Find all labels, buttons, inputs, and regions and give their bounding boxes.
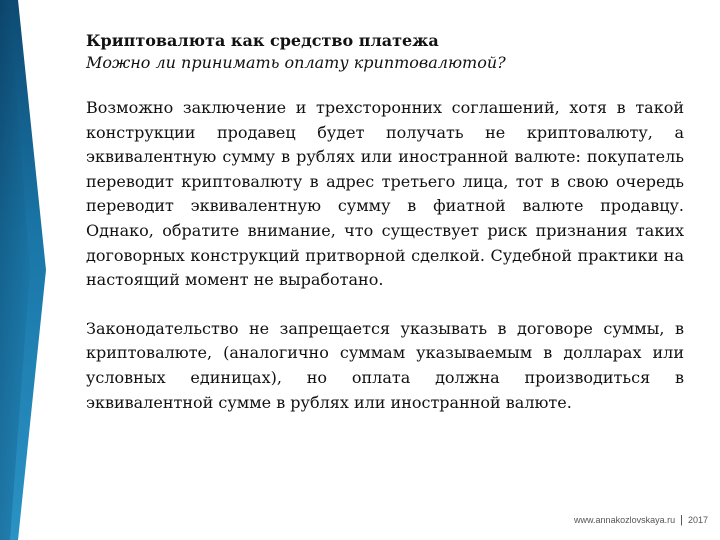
slide-title: Криптовалюта как средство платежа [86, 31, 439, 50]
footer-website: www.annakozlovskaya.ru [574, 515, 676, 525]
body-paragraph-1: Возможно заключение и трехсторонних соглашений, хотя в такой конструкции продавец будет получать не криптовалюту, а эквивалентную сумму в рублях или иностранной валюте: покупатель переводит криптовалюту в адрес третьего лица, тот в свою очередь переводит эквивалентную сумму в фиатной валюте продавцу. Однако, обратите внимание, что существует риск признания таких договорных конструкций притворной сделкой. Судебной практики на настоящий момент не выработано. [86, 98, 684, 290]
slide-content [86, 30, 684, 415]
decorative-side-band [0, 0, 46, 540]
body-paragraph-2: Законодательство не запрещается указывать в договоре суммы, в криптовалюте, (аналогично суммам указываемым в долларах или условных единицах), но оплата должна производиться в эквивалентной сумме в рублях или иностранной валюте. [86, 318, 684, 412]
footer-separator: | [680, 514, 683, 526]
footer [574, 514, 708, 526]
slide-subtitle: Можно ли принимать оплату криптовалютой? [86, 53, 506, 72]
footer-year: 2017 [687, 515, 708, 525]
